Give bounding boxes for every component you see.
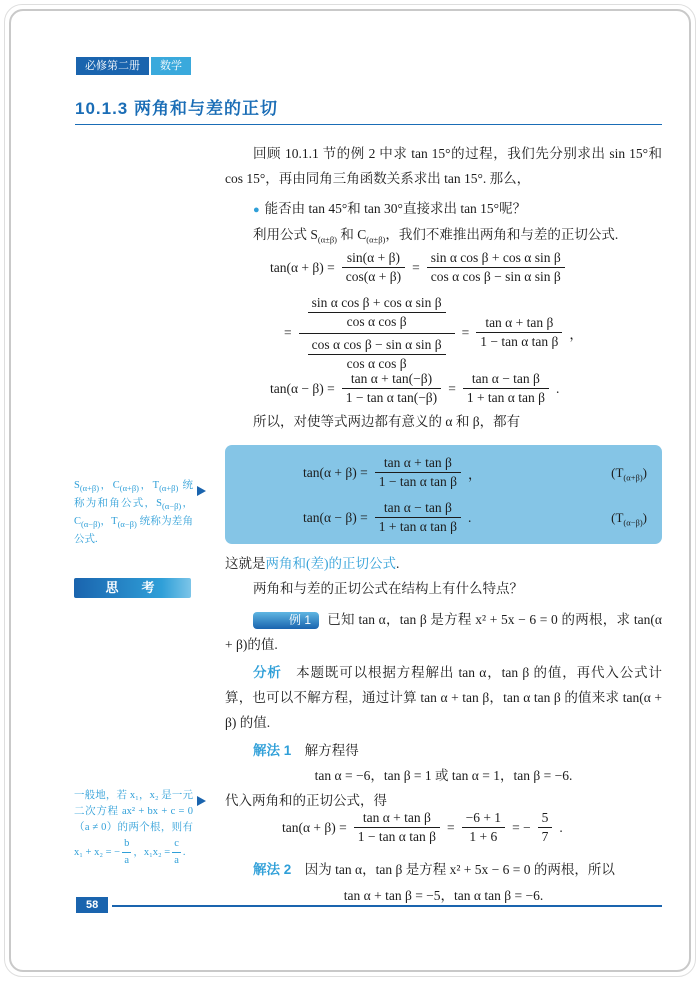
solution-1-intro: 解方程得 — [291, 743, 359, 758]
eq3-fraction-1: $\frac{\text{tan α + tan(−β)}}{\text{1 − tan α tan(−β)}}$ — [342, 371, 441, 406]
volume-badge: 必修第二册 — [76, 57, 149, 75]
formula-sum-fraction: $\frac{\text{tan α + tan β}}{\text{1 − tan α tan β}}$ — [375, 455, 461, 490]
solution-1-label: 解法 1 — [253, 743, 292, 758]
solution-1-heading — [225, 738, 662, 763]
formula-sum-label: $(T_{(\alpha+\beta)})$ — [611, 465, 647, 483]
eq2-big-fraction: $\frac{\frac{\text{sin α cos β + cos α sin β}}{\text{cos α cos β}}}{\frac{\text{cos α cos β − sin α sin β}}{\text{cos α cos β}}}$ — [299, 293, 455, 372]
page-number-badge: 58 — [76, 897, 108, 913]
formula-sum-row: tan(α + β) = $\frac{\text{tan α + tan β}}{\text{1 − tan α tan β}}$ ， — [303, 455, 482, 489]
bullet-question-text: 能否由 tan 45°和 tan 30°直接求出 tan 15°呢？ — [264, 201, 527, 216]
example-1-badge: 例 1 — [253, 612, 319, 629]
eq3-lhs: tan(α − β) = — [270, 380, 335, 396]
margin-note-arrow-icon-2 — [197, 796, 206, 806]
eq1-fraction-2: $\frac{\text{sin α cos β + cos α sin β}}{\text{cos α cos β − sin α sin β}}$ — [427, 250, 565, 285]
solution-1-equation: tan(α + β) = $\frac{\text{tan α + tan β}}{\text{1 − tan α tan β}}$ = $\frac{-6 + 1}{1 + 6}$ = − $\frac{5}{7}$ . — [282, 810, 563, 844]
eq2-equals-2: = — [461, 324, 470, 340]
derivation-line-2 — [280, 293, 587, 372]
eq3-tail: . — [555, 380, 560, 396]
title-underline — [75, 124, 662, 125]
footer-rule — [112, 905, 662, 907]
sol1-fraction-1: $\frac{\text{tan α + tan β}}{\text{1 − tan α tan β}}$ — [354, 810, 440, 845]
solution-2-text: 因为 tan α，tan β 是方程 x² + 5x − 6 = 0 的两根，所以 — [291, 862, 615, 877]
solution-1-substitute: 代入两角和的正切公式，得 — [225, 793, 387, 808]
sol1-fraction-3: $\frac{5}{7}$ — [538, 810, 553, 845]
eq1-equals: = — [412, 259, 420, 275]
bullet-icon: ● — [253, 204, 260, 216]
bullet-question — [225, 196, 662, 223]
formula-diff-fraction: $\frac{\text{tan α − tan β}}{\text{1 + tan α tan β}}$ — [375, 500, 461, 535]
solution-2-sums: tan α + tan β = −5，tan α tan β = −6. — [343, 888, 544, 903]
solution-1-roots: tan α = −6，tan β = 1 或 tan α = 1，tan β = −6. — [314, 768, 573, 783]
after-box-highlight: 两角和(差)的正切公式 — [265, 556, 396, 571]
eq1-fraction-1: $\frac{\sin(\alpha + \beta)}{\cos(\alpha + \beta)}$ — [342, 250, 405, 285]
margin-note-arrow-icon — [197, 486, 206, 496]
after-box-tail: . — [396, 556, 400, 571]
solution-2-label: 解法 2 — [253, 862, 292, 877]
formula-diff-label: $(T_{(\alpha-\beta)})$ — [611, 510, 647, 528]
example-1 — [225, 607, 662, 657]
subject-badge: 数学 — [151, 57, 191, 75]
eq2-equals-1: = — [284, 324, 292, 340]
conclusion-lead: 所以，对使等式两边都有意义的 α 和 β，都有 — [253, 414, 521, 429]
section-title: 10.1.3 两角和与差的正切 — [75, 99, 278, 118]
analysis-text: 本题既可以根据方程解出 tan α，tan β 的值，再代入公式计算，也可以不解方程，通过计算 tan α + tan β，tan α tan β 的值来求 tan(α + β) 的值. — [225, 665, 662, 730]
margin-note-quadratic-roots: 一般地，若 x₁，x₂ 是一元二次方程 ax² + bx + c = 0（a ≠ 0）的两个根，则有 x₁ + x₂ = − $\frac{b}{a}$ ，x₁x₂ = $\frac{c}{a}$ . — [74, 790, 193, 866]
formula-diff-row: tan(α − β) = $\frac{\text{tan α − tan β}}{\text{1 + tan α tan β}}$ . — [303, 500, 472, 534]
eq1-lhs: tan(α + β) = — [270, 259, 335, 275]
eq2-result-fraction: $\frac{\text{tan α + tan β}}{\text{1 − tan α tan β}}$ — [476, 315, 562, 350]
example-1-text: 已知 tan α，tan β 是方程 x² + 5x − 6 = 0 的两根，求 tan(α + β)的值. — [225, 612, 662, 652]
think-question: 两角和与差的正切公式在结构上有什么特点？ — [253, 581, 523, 596]
formula-leadin: 利用公式 $S_{(\alpha\pm\beta)}$ 和 $C_{(\alpha\pm\beta)}$，我们不难推出两角和与差的正切公式. — [253, 227, 619, 245]
solution-2-heading — [225, 857, 662, 882]
after-box-sentence — [225, 551, 662, 576]
intro-paragraph: 回顾 10.1.1 节的例 2 中求 tan 15°的过程，我们先分别求出 sin 15°和 cos 15°，再由同角三角函数关系求出 tan 15°. 那么， — [225, 146, 662, 186]
derivation-line-1 — [266, 250, 568, 285]
sol1-fraction-2: $\frac{-6 + 1}{1 + 6}$ — [462, 810, 505, 845]
think-label-bar: 思 考 — [74, 578, 191, 598]
after-box-lead: 这就是 — [225, 556, 266, 571]
analysis-label: 分析 — [253, 665, 282, 680]
analysis-paragraph — [225, 660, 662, 735]
eq2-tail: ， — [569, 326, 583, 342]
eq3-fraction-2: $\frac{\text{tan α − tan β}}{\text{1 + tan α tan β}}$ — [463, 371, 549, 406]
eq3-equals: = — [448, 380, 456, 396]
tangent-formula-box — [225, 445, 662, 544]
header-badges — [76, 57, 191, 75]
margin-note-formula-names: $S_{(\alpha+\beta)}$，$C_{(\alpha+\beta)}$，$T_{(\alpha+\beta)}$ 统称为和角公式，$S_{(\alpha-\beta)}$，$C_{(\alpha-\beta)}$，$T_{(\alpha-\beta)}$ 统称为差角公式. — [74, 480, 194, 546]
derivation-line-3 — [266, 371, 563, 406]
